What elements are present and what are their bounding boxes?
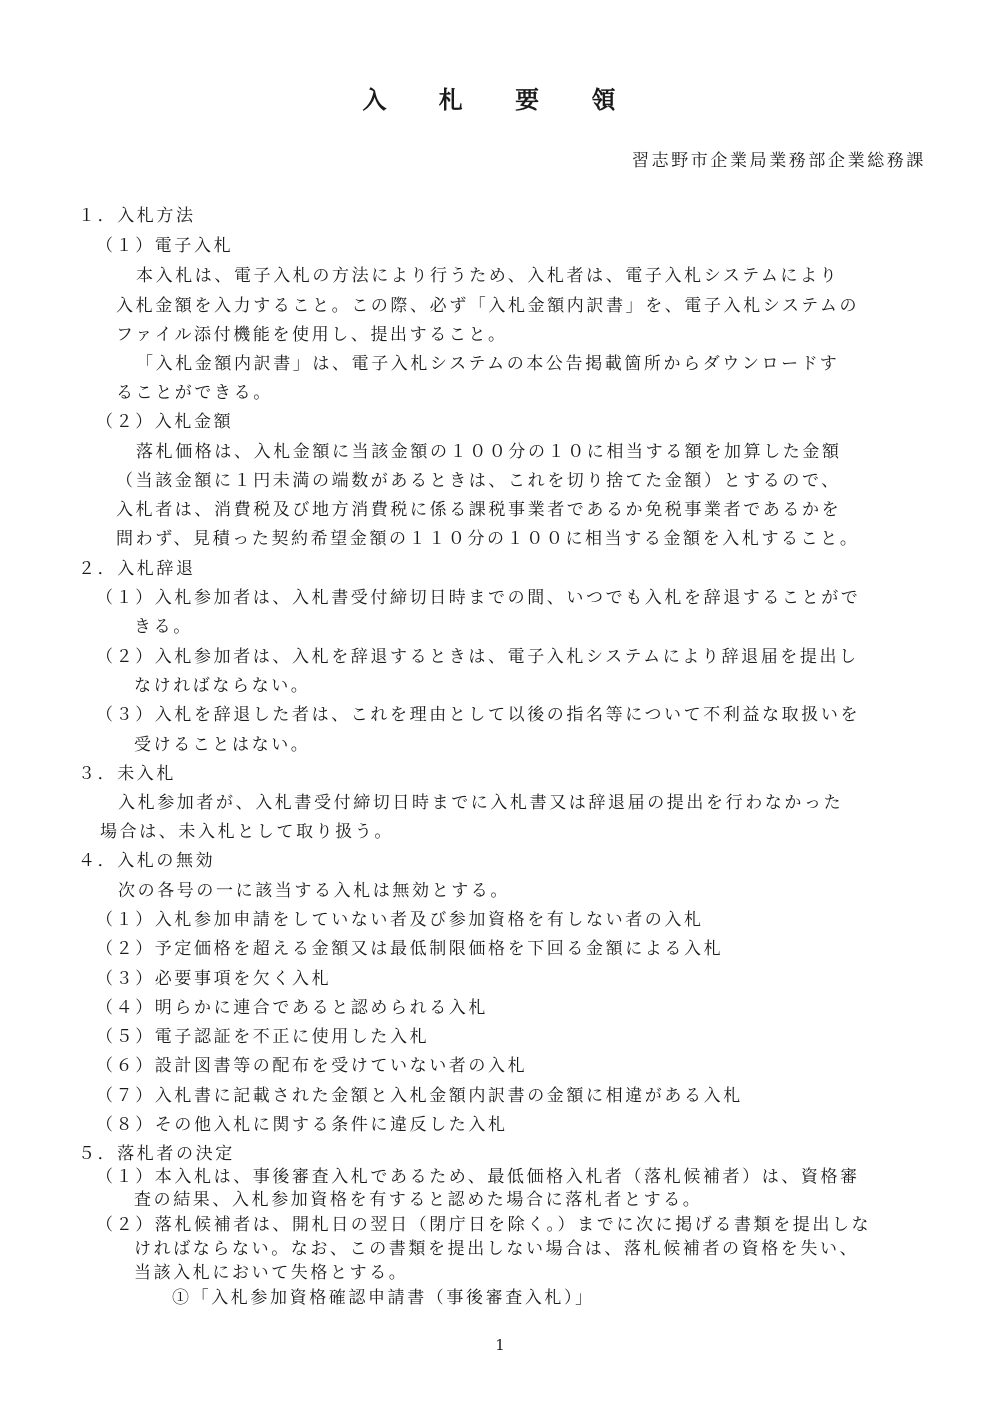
list-item: （８）その他入札に関する条件に違反した入札 <box>96 1115 508 1135</box>
list-item: （３）必要事項を欠く入札 <box>96 969 332 989</box>
subheading-1-1: （１）電子入札 <box>96 236 234 256</box>
paragraph-line: （当該金額に１円未満の端数があるときは、これを切り捨てた金額）とするので、 <box>116 471 841 491</box>
list-item-continuation: 当該入札において失格とする。 <box>134 1263 409 1283</box>
list-item: （７）入札書に記載された金額と入札金額内訳書の金額に相違がある入札 <box>96 1086 743 1106</box>
paragraph-line: 次の各号の一に該当する入札は無効とする。 <box>118 881 510 901</box>
list-item: （５）電子認証を不正に使用した入札 <box>96 1027 430 1047</box>
department-name: 習志野市企業局業務部企業総務課 <box>632 151 926 171</box>
list-item-continuation: 査の結果、入札参加資格を有すると認めた場合に落札者とする。 <box>134 1190 703 1210</box>
list-item: （１）入札参加者は、入札書受付締切日時までの間、いつでも入札を辞退することがで <box>96 588 861 608</box>
paragraph-line: ることができる。 <box>116 383 273 403</box>
list-item: （２）予定価格を超える金額又は最低制限価格を下回る金額による入札 <box>96 939 724 959</box>
subheading-1-2: （２）入札金額 <box>96 412 234 432</box>
document-title: 入 札 要 領 <box>362 85 638 114</box>
heading-2: ２．入札辞退 <box>78 559 196 579</box>
paragraph-line: 「入札金額内訳書」は、電子入札システムの本公告掲載箇所からダウンロードす <box>136 354 840 374</box>
heading-1: １．入札方法 <box>78 206 196 226</box>
heading-5: ５．落札者の決定 <box>78 1144 235 1164</box>
page-number: 1 <box>495 1336 505 1354</box>
list-item: （２）落札候補者は、開札日の翌日（閉庁日を除く。）までに次に掲げる書類を提出しな <box>96 1215 872 1235</box>
list-item: （３）入札を辞退した者は、これを理由として以後の指名等について不利益な取扱いを <box>96 705 861 725</box>
paragraph-line: 問わず、見積った契約希望金額の１１０分の１００に相当する金額を入札すること。 <box>116 529 860 549</box>
sub-list-item: ①「入札参加資格確認申請書（事後審査入札）」 <box>172 1288 595 1308</box>
list-item: （６）設計図書等の配布を受けていない者の入札 <box>96 1056 528 1076</box>
list-item-continuation: 受けることはない。 <box>134 735 311 755</box>
paragraph-line: 落札価格は、入札金額に当該金額の１００分の１０に相当する額を加算した金額 <box>136 442 842 462</box>
list-item: （１）本入札は、事後審査入札であるため、最低価格入札者（落札候補者）は、資格審 <box>96 1167 860 1187</box>
list-item-continuation: なければならない。 <box>134 676 311 696</box>
paragraph-line: 入札参加者が、入札書受付締切日時までに入札書又は辞退届の提出を行わなかった <box>118 793 844 813</box>
list-item: （１）入札参加申請をしていない者及び参加資格を有しない者の入札 <box>96 910 704 930</box>
paragraph-line: 本入札は、電子入札の方法により行うため、入札者は、電子入札システムにより <box>136 266 840 286</box>
list-item: （４）明らかに連合であると認められる入札 <box>96 998 488 1018</box>
paragraph-line: ファイル添付機能を使用し、提出すること。 <box>116 325 508 345</box>
paragraph-line: 入札金額を入力すること。この際、必ず「入札金額内訳書」を、電子入札システムの <box>116 296 860 316</box>
heading-4: ４．入札の無効 <box>78 851 216 871</box>
list-item-continuation: きる。 <box>134 617 193 637</box>
list-item: （２）入札参加者は、入札を辞退するときは、電子入札システムにより辞退届を提出し <box>96 647 859 667</box>
heading-3: ３．未入札 <box>78 764 176 784</box>
paragraph-line: 場合は、未入札として取り扱う。 <box>100 822 394 842</box>
paragraph-line: 入札者は、消費税及び地方消費税に係る課税事業者であるか免税事業者であるかを <box>116 500 842 520</box>
list-item-continuation: ければならない。なお、この書類を提出しない場合は、落札候補者の資格を失い、 <box>134 1239 860 1259</box>
